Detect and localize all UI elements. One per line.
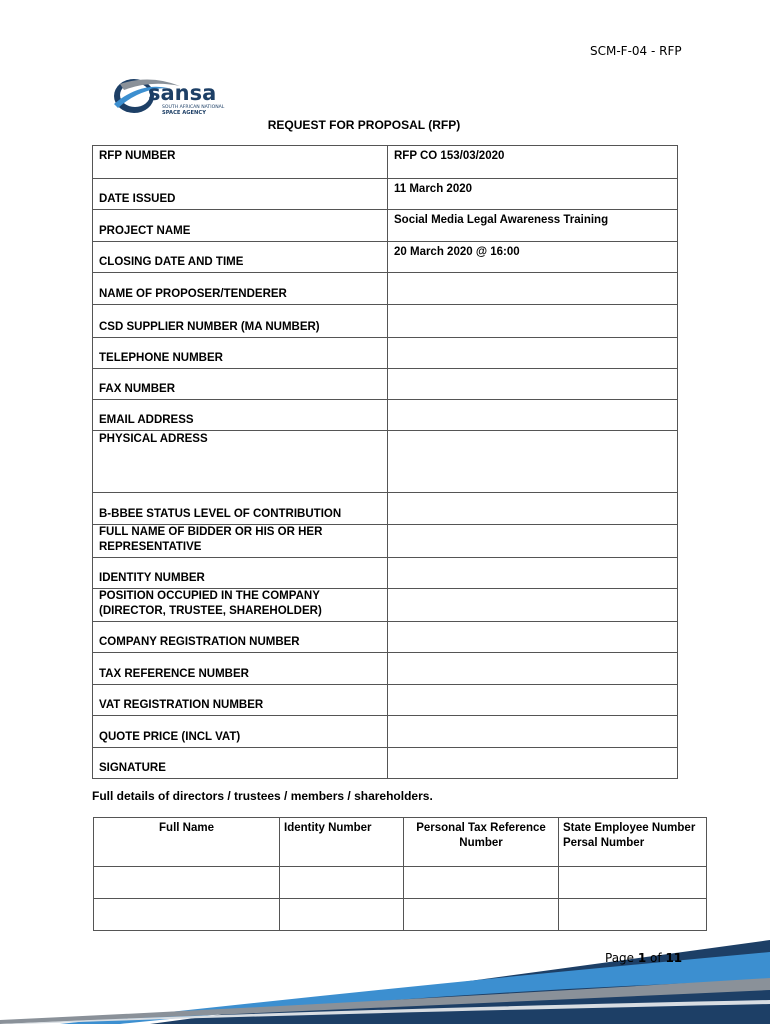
document-reference: SCM-F-04 - RFP [590,44,682,58]
table-row [93,589,678,622]
table-cell[interactable] [280,867,404,899]
field-value[interactable] [388,748,678,779]
field-value[interactable] [388,431,678,493]
field-label: IDENTITY NUMBER [93,558,388,589]
field-value[interactable] [388,716,678,748]
field-label: SIGNATURE [93,748,388,779]
directors-caption: Full details of directors / trustees / members / shareholders. [92,789,433,803]
table-row [93,273,678,305]
field-label: COMPANY REGISTRATION NUMBER [93,622,388,653]
field-label: EMAIL ADDRESS [93,400,388,431]
table-row [93,305,678,338]
field-label: RFP NUMBER [93,146,388,179]
page-current: 1 [637,951,647,965]
field-value[interactable] [388,493,678,525]
field-value[interactable] [388,400,678,431]
table-row [93,622,678,653]
page-prefix: Page [605,951,638,965]
field-value[interactable] [388,653,678,685]
field-label: CSD SUPPLIER NUMBER (MA NUMBER) [93,305,388,338]
footer-swoosh-graphic [0,930,770,1024]
column-header-full-name [94,818,280,867]
field-value[interactable] [388,622,678,653]
table-header-row [94,818,707,867]
table-cell[interactable] [404,899,559,931]
field-label-line2: REPRESENTATIVE [99,541,202,553]
field-value[interactable] [388,589,678,622]
field-value: RFP CO 153/03/2020 [388,146,678,179]
field-value: 20 March 2020 @ 16:00 [388,242,678,273]
table-row [93,146,678,179]
page-number [605,951,682,965]
table-row [93,685,678,716]
field-label-line1: POSITION OCCUPIED IN THE COMPANY [99,590,320,602]
field-value[interactable] [388,305,678,338]
table-cell[interactable] [280,899,404,931]
table-row [94,867,707,899]
field-label: QUOTE PRICE (INCL VAT) [93,716,388,748]
field-label: DATE ISSUED [93,179,388,210]
field-label [93,525,388,558]
page-of: of [646,951,666,965]
table-cell[interactable] [559,899,707,931]
header-line1: Identity Number [284,822,372,834]
field-label-line1: FULL NAME OF BIDDER OR HIS OR HER [99,526,323,538]
column-header-identity-number [280,818,404,867]
table-row [93,338,678,369]
field-label-line2: (DIRECTOR, TRUSTEE, SHAREHOLDER) [99,605,322,617]
field-label: TAX REFERENCE NUMBER [93,653,388,685]
sansa-logo [110,74,255,120]
directors-table [93,817,707,931]
field-value: Social Media Legal Awareness Training [388,210,678,242]
table-row [93,558,678,589]
table-row [93,748,678,779]
page-title: REQUEST FOR PROPOSAL (RFP) [267,118,461,132]
field-label: CLOSING DATE AND TIME [93,242,388,273]
svg-text:sansa: sansa [148,81,217,105]
field-label: TELEPHONE NUMBER [93,338,388,369]
field-label [93,589,388,622]
field-label: FAX NUMBER [93,369,388,400]
table-row [93,242,678,273]
page-total: 11 [665,951,683,965]
field-value[interactable] [388,338,678,369]
svg-text:SPACE AGENCY: SPACE AGENCY [162,110,206,116]
field-label: PHYSICAL ADRESS [93,431,388,493]
table-row [93,493,678,525]
table-row [94,899,707,931]
column-header-state-employee [559,818,707,867]
table-row [93,431,678,493]
field-value[interactable] [388,273,678,305]
field-label: VAT REGISTRATION NUMBER [93,685,388,716]
field-label: B-BBEE STATUS LEVEL OF CONTRIBUTION [93,493,388,525]
table-row [93,525,678,558]
table-row [93,400,678,431]
svg-text:SOUTH AFRICAN NATIONAL: SOUTH AFRICAN NATIONAL [162,105,225,110]
header-line1: State Employee Number [563,822,696,834]
rfp-details-table [92,145,678,779]
header-line2: Persal Number [563,837,645,849]
field-value: 11 March 2020 [388,179,678,210]
table-row [93,716,678,748]
table-row [93,369,678,400]
table-row [93,179,678,210]
table-cell[interactable] [559,867,707,899]
table-cell[interactable] [94,899,280,931]
table-cell[interactable] [94,867,280,899]
field-value[interactable] [388,685,678,716]
field-label: NAME OF PROPOSER/TENDERER [93,273,388,305]
header-line1: Personal Tax Reference [416,822,546,834]
field-value[interactable] [388,558,678,589]
table-row [93,210,678,242]
field-value[interactable] [388,525,678,558]
field-label: PROJECT NAME [93,210,388,242]
table-row [93,653,678,685]
header-line2: Number [459,837,503,849]
column-header-tax-reference [404,818,559,867]
table-cell[interactable] [404,867,559,899]
field-value[interactable] [388,369,678,400]
header-line1: Full Name [159,822,214,834]
